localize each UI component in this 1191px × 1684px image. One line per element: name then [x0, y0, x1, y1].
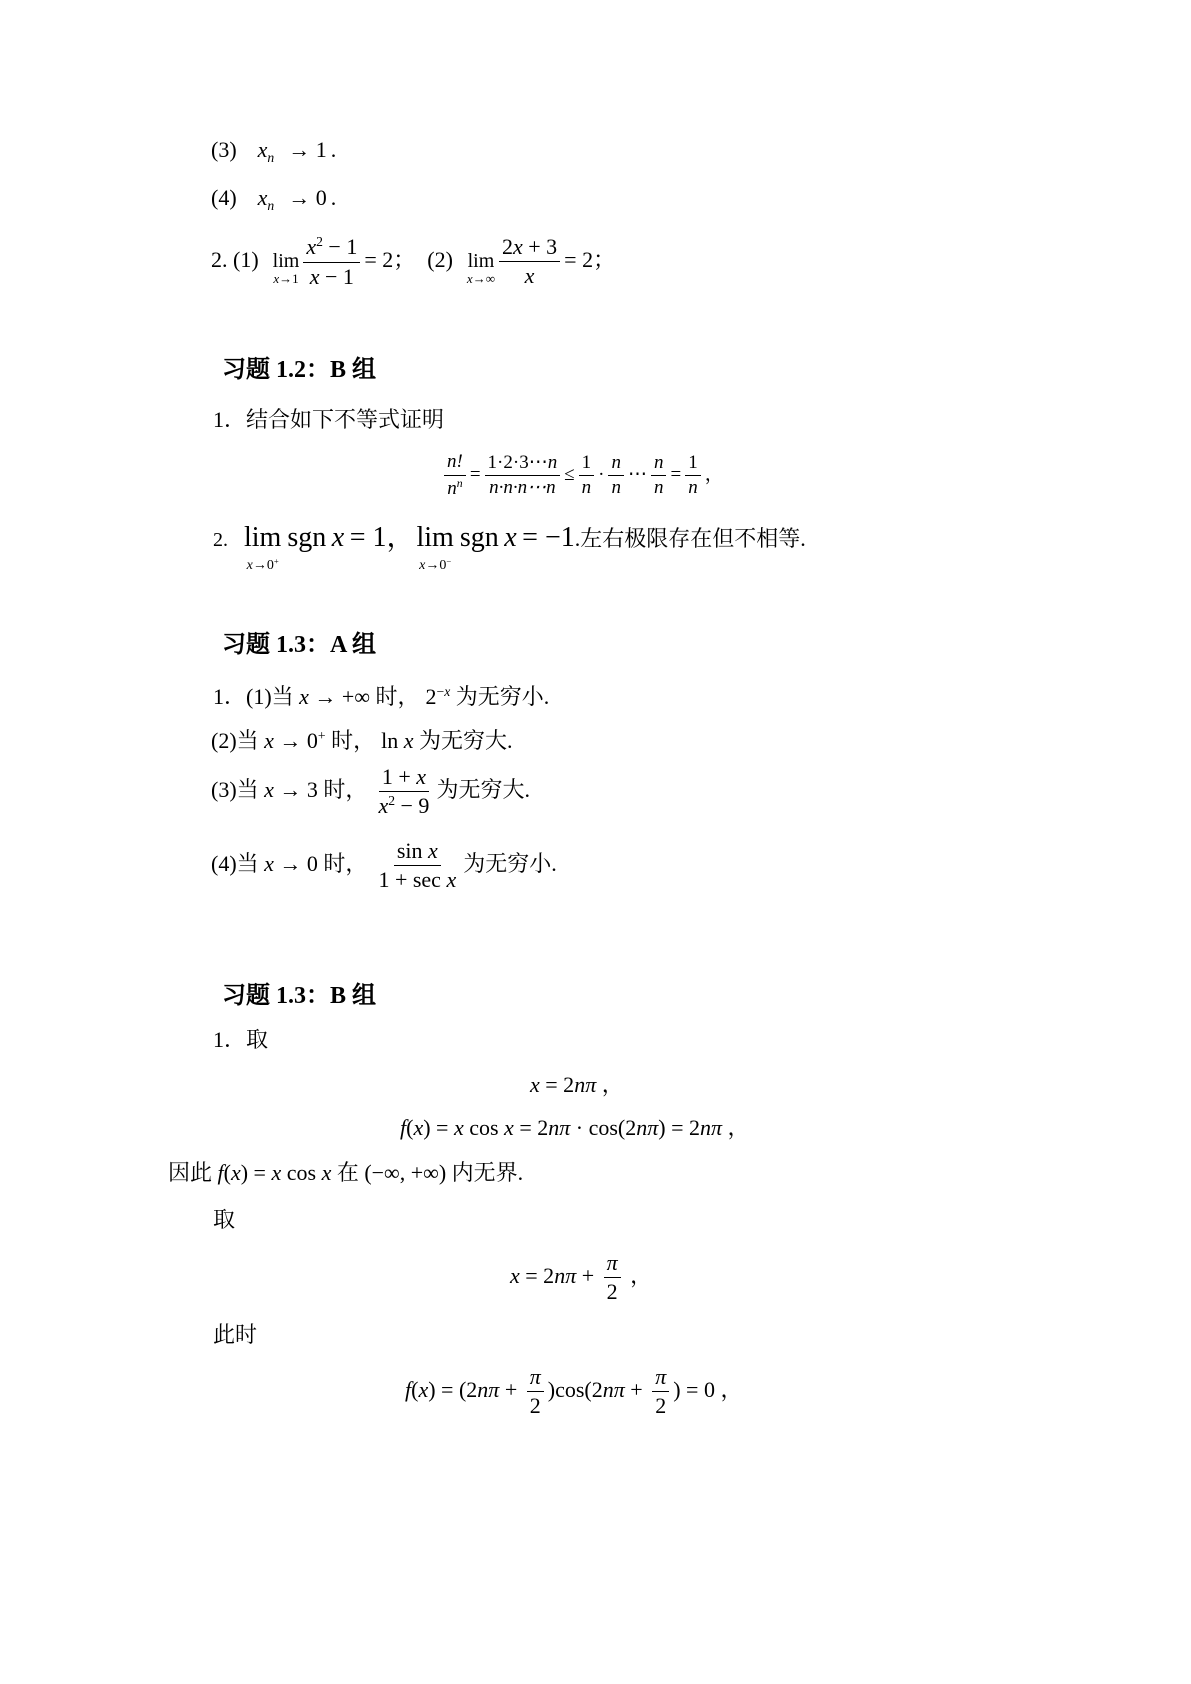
exponent: 2: [388, 793, 396, 809]
math-variable: x: [299, 684, 309, 710]
math-token: +: [499, 1376, 523, 1402]
math-token: 1 + sec: [378, 867, 447, 893]
math-variable: x: [428, 838, 438, 863]
equals-result: = 1，: [349, 522, 415, 553]
question-2-limits: [213, 523, 806, 573]
fraction-denominator: n·n·n⋯n: [489, 477, 556, 499]
math-base: 2: [425, 684, 437, 710]
text-token: 时，: [331, 728, 376, 754]
math-token: cos: [281, 1160, 322, 1185]
math-token: 1·2·3⋯: [487, 451, 548, 473]
formula-f-value-2: [405, 1364, 742, 1420]
section-heading: 习题 1.3：A 组: [222, 632, 377, 658]
text-token: 1．(1)当: [213, 684, 294, 710]
fraction: [651, 452, 667, 501]
section-heading: 习题 1.3：B 组: [222, 983, 377, 1009]
math-variable: x: [257, 185, 268, 210]
limit-operator: [467, 250, 495, 286]
punctuation: ，: [722, 1115, 750, 1140]
fraction-numerator: [379, 764, 429, 792]
text-token: 为无穷大.: [419, 728, 513, 754]
punctuation: ，: [624, 1262, 653, 1288]
math-variable: x: [504, 522, 517, 553]
math-token: = 2: [513, 1115, 549, 1140]
math-token: )cos(2: [547, 1376, 603, 1402]
inequality-formula: [440, 451, 724, 501]
math-token: ) =: [423, 1115, 454, 1140]
lim-text: lim: [416, 522, 454, 553]
fraction: [375, 764, 432, 820]
exponent: [437, 684, 451, 699]
equals-sign: =: [469, 464, 481, 486]
fraction: [608, 452, 624, 501]
math-variable: x: [453, 1115, 464, 1140]
math-expression: → 0: [279, 728, 318, 754]
fraction: [499, 234, 560, 290]
math-token: ) = 2: [658, 1115, 701, 1140]
text-token: (2)当: [211, 728, 259, 754]
fraction-numerator: n!: [444, 451, 466, 476]
function-symbol: f: [217, 1160, 224, 1185]
math-token: + 3: [522, 234, 558, 260]
lim-target: →0: [425, 558, 447, 573]
text-token: 时，: [323, 777, 368, 803]
lim-subscript: [247, 554, 279, 573]
answer-1-4: [211, 838, 557, 894]
math-variable: x: [271, 1160, 282, 1185]
fraction-denominator: 2: [655, 1393, 667, 1419]
formula-x-value: [530, 1072, 624, 1098]
math-variable: x: [413, 1115, 424, 1140]
text-token: 因此: [168, 1160, 218, 1185]
math-expression: → 0: [279, 850, 318, 876]
math-variable: x: [257, 137, 268, 162]
text-token: 为无穷小.: [455, 684, 550, 710]
limit-operator: [273, 250, 300, 286]
answer-item-4: [211, 185, 336, 219]
exponent: n: [456, 476, 463, 490]
math-variable: x: [444, 684, 451, 699]
math-variable: x: [306, 234, 317, 260]
math-token: 1 +: [381, 764, 417, 789]
math-token: − 9: [395, 793, 430, 819]
fraction-numerator: [303, 234, 360, 263]
lim-side: −: [446, 555, 452, 566]
answer-item-3: [211, 137, 336, 171]
exponent: 2: [316, 234, 323, 249]
lim-subscript: [273, 272, 298, 286]
fraction: [652, 1364, 669, 1420]
lim-target: →1: [279, 271, 299, 287]
math-variable: n: [547, 451, 558, 473]
multiply-dot: ·: [598, 464, 605, 486]
punctuation: ，: [704, 464, 724, 486]
question-number: 2. (1): [211, 247, 259, 273]
fraction: [685, 452, 701, 501]
lim-variable: x: [273, 271, 280, 287]
lim-subscript: [419, 554, 451, 573]
math-token: cos: [463, 1115, 505, 1140]
equals-result: = −1: [522, 522, 575, 553]
punctuation: ，: [596, 1072, 624, 1097]
math-subscript: n: [267, 197, 275, 213]
fraction-numerator: n: [651, 452, 667, 477]
math-variable: x: [264, 728, 274, 754]
question-1-text: 1．取: [213, 1027, 269, 1052]
item-label: (3): [211, 137, 237, 162]
text-token: 在 (−∞, +∞) 内无界.: [331, 1160, 524, 1185]
lim-text: lim: [272, 250, 300, 273]
function-name: ln: [381, 728, 399, 754]
fraction-numerator: 1: [685, 452, 701, 477]
math-variable: x: [309, 263, 320, 289]
answer-1-3: [211, 764, 530, 820]
math-variable: nπ: [548, 1115, 571, 1140]
fraction: [375, 838, 459, 894]
formula-f-value: [400, 1115, 750, 1141]
fraction-numerator: [394, 838, 441, 866]
math-token: − 1: [319, 263, 354, 289]
equals-result: = 2；: [564, 247, 616, 273]
math-variable: nπ: [477, 1376, 500, 1402]
lim-side: +: [273, 555, 279, 566]
fraction-numerator: π: [652, 1364, 669, 1392]
math-variable: x: [524, 263, 535, 289]
fraction-denominator: [522, 262, 538, 289]
fraction-numerator: π: [604, 1250, 621, 1278]
punctuation: .: [330, 137, 337, 162]
math-token: +: [576, 1262, 600, 1288]
fraction-denominator: [375, 866, 459, 893]
math-expression: → +∞: [314, 684, 371, 710]
punctuation: .: [330, 185, 337, 210]
function-symbol: f: [400, 1115, 407, 1140]
math-token: 2: [501, 234, 513, 260]
take-text: 取: [213, 1207, 236, 1232]
fraction-numerator: n: [608, 452, 624, 477]
text-token: 时，: [323, 850, 368, 876]
text-token: (4)当: [211, 850, 259, 876]
function-symbol: f: [405, 1376, 412, 1402]
math-variable: x: [264, 777, 274, 803]
text-token: 为无穷小.: [463, 850, 557, 876]
fraction-denominator: n: [653, 477, 664, 499]
math-variable: x: [230, 1160, 241, 1185]
math-token: (: [223, 1160, 231, 1185]
math-token: ) = (2: [428, 1376, 478, 1402]
fraction: [485, 452, 561, 501]
math-token: = 2: [539, 1072, 575, 1097]
math-variable: nπ: [574, 1072, 597, 1097]
math-variable: x: [378, 793, 389, 819]
lim-text: lim: [467, 250, 495, 273]
math-variable: x: [264, 850, 274, 876]
limit-operator: [416, 523, 453, 573]
lim-subscript: [467, 272, 495, 286]
math-variable: x: [331, 522, 345, 553]
math-variable: x: [403, 728, 414, 754]
fraction-numerator: 1: [579, 452, 595, 477]
function-name: sgn: [459, 522, 499, 553]
item-label: (2): [427, 247, 453, 273]
math-variable: x: [510, 1262, 520, 1288]
answer-1-1: [213, 679, 549, 710]
math-variable: x: [446, 867, 457, 893]
math-expression: → 1: [288, 137, 327, 162]
text-token: (3)当: [211, 777, 259, 803]
math-variable: x: [416, 764, 427, 789]
exponent: +: [317, 728, 326, 743]
text-token: 为无穷大.: [436, 777, 530, 803]
question-number: 2.: [213, 529, 228, 551]
math-variable: x: [418, 1376, 429, 1402]
answer-1-2: [211, 723, 513, 754]
lim-variable: x: [246, 558, 253, 573]
math-token: ) =: [240, 1160, 272, 1185]
math-variable: x: [530, 1072, 540, 1097]
math-variable: nπ: [636, 1115, 659, 1140]
fraction-denominator: n: [611, 477, 621, 499]
fraction: [444, 451, 466, 501]
math-token: +: [624, 1376, 649, 1402]
math-token: (: [406, 1115, 414, 1140]
lim-target: →∞: [472, 271, 495, 287]
fraction-denominator: n: [688, 477, 698, 499]
equals-sign: =: [670, 464, 682, 486]
fraction: [303, 234, 360, 290]
question-1-text: 1．结合如下不等式证明: [213, 407, 445, 432]
section-heading: 习题 1.2：B 组: [222, 357, 377, 383]
fraction: [579, 452, 595, 501]
math-token: ) = 0 ，: [673, 1376, 743, 1402]
item-label: (4): [211, 185, 237, 210]
fraction-numerator: [499, 234, 560, 262]
math-variable: x: [321, 1160, 332, 1185]
math-expression: → 3: [279, 777, 318, 803]
math-variable: x: [512, 234, 523, 260]
fraction-numerator: [485, 452, 561, 477]
conclusion-text: .左右极限存在但不相等.: [574, 526, 806, 551]
math-variable: nπ: [602, 1376, 625, 1402]
fraction-denominator: [444, 476, 465, 501]
math-token: sin: [396, 838, 429, 863]
fraction-denominator: [307, 263, 357, 290]
fraction: [527, 1364, 544, 1420]
lim-variable: x: [466, 271, 473, 287]
lim-target: →0: [252, 558, 274, 573]
fraction: [604, 1250, 621, 1306]
fraction-numerator: π: [527, 1364, 544, 1392]
limit-operator: [244, 523, 281, 573]
math-variable: nπ: [554, 1262, 577, 1288]
less-equal-sign: ≤: [564, 464, 575, 486]
math-token: · cos(2: [570, 1115, 637, 1140]
equals-result: = 2；: [364, 247, 416, 273]
math-variable: x: [504, 1115, 514, 1140]
fraction-denominator: n: [581, 477, 592, 499]
math-token: (: [411, 1376, 419, 1402]
text-token: 时，: [375, 684, 420, 710]
math-token: − 1: [322, 234, 358, 260]
math-token: = 2: [519, 1262, 555, 1288]
math-variable: n: [447, 477, 457, 499]
math-token: −: [436, 684, 445, 699]
lim-variable: x: [419, 558, 426, 573]
fraction-denominator: 2: [529, 1393, 541, 1419]
ellipsis: ⋯: [627, 464, 647, 486]
conclusion-unbounded: [168, 1160, 523, 1186]
lim-text: lim: [244, 522, 282, 553]
math-expression: → 0: [288, 185, 327, 210]
fraction-denominator: 2: [606, 1279, 618, 1305]
math-variable: nπ: [700, 1115, 723, 1140]
formula-x-value-2: [510, 1250, 652, 1306]
math-subscript: n: [267, 149, 275, 165]
function-name: sgn: [287, 522, 327, 553]
fraction-denominator: [375, 792, 432, 820]
then-text: 此时: [213, 1322, 258, 1347]
answer-question-2: [211, 234, 615, 290]
